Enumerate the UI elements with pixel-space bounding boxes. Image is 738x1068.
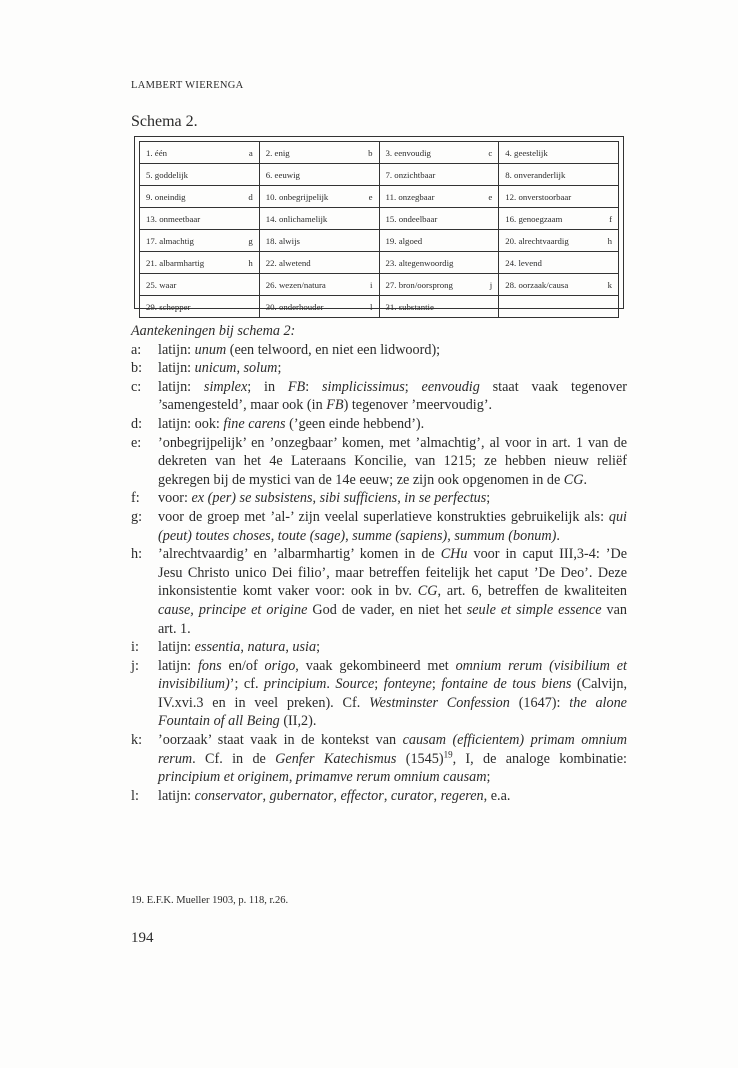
- schema-cell-mark: i: [370, 279, 373, 290]
- note-text: ’onbegrijpelijk’ en ’onzegbaar’ komen, met ’almachtig’, al voor in art. 1 van de dekreten van het 4e Lateraans Koncilie, van 1215; ze hebben nieuw reliëf gekregen bij de mystici van de 14e eeuw; ze zijn ook opgenomen in de CG.: [158, 434, 627, 488]
- note-letter: f:: [131, 490, 140, 507]
- schema-cell: [259, 142, 379, 164]
- note-item: [131, 508, 627, 545]
- note-item: [131, 434, 627, 490]
- schema-cell: [499, 186, 619, 208]
- schema-cell-mark: j: [489, 279, 493, 290]
- schema-cell: [499, 230, 619, 252]
- note-item: [131, 731, 627, 787]
- schema-cell-mark: a: [248, 147, 253, 158]
- schema-cell: [140, 230, 260, 252]
- schema-cell: [379, 230, 499, 252]
- note-letter: j:: [131, 657, 139, 674]
- schema-cell-label: 26. wezen/natura: [265, 279, 326, 290]
- schema-cell-label: 30. onderhouder: [265, 301, 324, 312]
- note-text: latijn: conservator, gubernator, effector, curator, regeren, e.a.: [158, 787, 511, 804]
- note-item: [131, 657, 627, 731]
- schema-cell-label: 1. één: [146, 147, 168, 158]
- note-text: ’alrechtvaardig’ en ’albarmhartig’ komen in de CHu voor in caput III,3-4: ’De Jesu Christo unico Dei filio’, maar betreffen feitelijk het caput ’De Deo’. Deze inkonsistentie komt vaker voor: ook in bv. CG, art. 6, betreffen de kwaliteiten cause, principe et origine God de vader, en niet het seule et simple essence van art. 1.: [158, 546, 628, 637]
- schema-row: [140, 186, 619, 208]
- schema-cell-label: 13. onmeetbaar: [146, 213, 201, 224]
- schema-cell-label: 7. onzichtbaar: [385, 169, 436, 180]
- note-item: [131, 545, 627, 638]
- schema-cell: [379, 142, 499, 164]
- schema-table-frame: [134, 136, 624, 312]
- schema-cell-label: 8. onveranderlijk: [505, 169, 566, 180]
- schema-row: [140, 252, 619, 274]
- schema-cell-label: 17. almachtig: [146, 235, 194, 246]
- note-letter: d:: [131, 415, 143, 432]
- schema-cell: [379, 252, 499, 274]
- schema-cell-label: 3. eenvoudig: [385, 147, 431, 158]
- note-text: latijn: simplex; in FB: simplicissimus; eenvoudig staat vaak tegenover ’samengesteld’, maar ook (in FB) tegenover ’meervoudig’.: [158, 378, 627, 414]
- schema-cell-label: 20. alrechtvaardig: [505, 235, 569, 246]
- note-text: latijn: unicum, solum;: [158, 360, 282, 377]
- schema-row: [140, 230, 619, 252]
- notes-section: [131, 322, 627, 805]
- note-item: [131, 359, 627, 378]
- schema-cell: [379, 164, 499, 186]
- schema-cell-label: 12. onverstoorbaar: [505, 191, 572, 202]
- schema-cell: [379, 274, 499, 296]
- schema-cell: [499, 296, 619, 318]
- schema-cell-label: 18. alwijs: [265, 235, 300, 246]
- schema-cell-label: 2. enig: [265, 147, 290, 158]
- schema-cell-mark: c: [488, 147, 493, 158]
- schema-cell: [140, 296, 260, 318]
- schema-cell: [259, 252, 379, 274]
- schema-cell-label: 16. genoegzaam: [505, 213, 563, 224]
- schema-cell: [499, 252, 619, 274]
- schema-cell: [499, 164, 619, 186]
- schema-cell-mark: e: [368, 191, 373, 202]
- schema-cell-label: 24. levend: [505, 257, 542, 268]
- schema-cell: [259, 296, 379, 318]
- note-text: latijn: fons en/of origo, vaak gekombineerd met omnium rerum (visibilium et invisibilium)’; cf. principium. Source; fonteyne; fontaine de tous biens (Calvijn, IV.xvi.3 en in veel preken). Cf. Westminster Confession (1647): the alone Fountain of all Being (II,2).: [158, 657, 627, 730]
- schema-row: [140, 164, 619, 186]
- schema-cell-label: 29. schepper: [146, 301, 191, 312]
- schema-cell: [140, 274, 260, 296]
- schema-row: [140, 296, 619, 318]
- note-item: [131, 378, 627, 415]
- schema-row: [140, 142, 619, 164]
- schema-cell: [140, 208, 260, 230]
- schema-cell: [259, 230, 379, 252]
- schema-cell: [379, 208, 499, 230]
- schema-cell-mark: f: [609, 213, 612, 224]
- running-head: LAMBERT WIERENGA: [131, 80, 244, 91]
- schema-cell: [259, 164, 379, 186]
- schema-cell-label: 27. bron/oorsprong: [385, 279, 453, 290]
- schema-cell-mark: k: [607, 279, 612, 290]
- note-text: voor de groep met ’al-’ zijn veelal superlatieve konstrukties gebruikelijk als: qui (peut) toutes choses, toute (sage), summe (sapiens), summum (bonum).: [158, 508, 627, 544]
- page-number: 194: [131, 930, 154, 946]
- schema-cell: [140, 164, 260, 186]
- note-letter: c:: [131, 378, 142, 395]
- schema-cell-mark: h: [607, 235, 612, 246]
- schema-cell-label: 11. onzegbaar: [385, 191, 435, 202]
- schema-cell-label: 19. algoed: [385, 235, 423, 246]
- notes-title: Aantekeningen bij schema 2:: [131, 323, 296, 339]
- schema-table: [139, 141, 619, 318]
- schema-cell: [499, 142, 619, 164]
- schema-cell: [379, 186, 499, 208]
- schema-cell-label: 10. onbegrijpelijk: [265, 191, 329, 202]
- schema-cell-label: 4. geestelijk: [505, 147, 548, 158]
- note-letter: l:: [131, 787, 139, 804]
- schema-title: Schema 2.: [131, 113, 198, 130]
- schema-cell-label: 6. eeuwig: [265, 169, 300, 180]
- note-text: ’oorzaak’ staat vaak in de kontekst van causam (efficientem) primam omnium rerum. Cf. in de Genfer Katechismus $(1545)^{19}$, I, de analoge kombinatie: principium et originem, primamve rerum omnium causam;: [158, 732, 627, 786]
- schema-cell-label: 31. substantie: [385, 301, 434, 312]
- schema-cell-label: 22. alwetend: [265, 257, 311, 268]
- note-letter: e:: [131, 434, 142, 451]
- schema-cell: [259, 274, 379, 296]
- schema-cell: [379, 296, 499, 318]
- note-letter: k:: [131, 732, 143, 749]
- note-item: [131, 341, 627, 360]
- schema-cell: [499, 274, 619, 296]
- note-item: [131, 638, 627, 657]
- schema-cell-label: 5. goddelijk: [146, 169, 189, 180]
- note-letter: i:: [131, 639, 139, 656]
- schema-cell-mark: b: [368, 147, 373, 158]
- schema-cell: [140, 142, 260, 164]
- schema-cell-mark: d: [248, 191, 253, 202]
- schema-cell: [140, 252, 260, 274]
- schema-cell-label: 28. oorzaak/causa: [505, 279, 569, 290]
- schema-row: [140, 208, 619, 230]
- note-item: [131, 489, 627, 508]
- schema-cell-mark: l: [370, 301, 373, 312]
- schema-cell-mark: h: [248, 257, 253, 268]
- schema-cell-label: 14. onlichamelijk: [265, 213, 328, 224]
- schema-row: [140, 274, 619, 296]
- note-letter: a:: [131, 341, 142, 358]
- note-letter: h:: [131, 546, 143, 563]
- note-letter: g:: [131, 508, 143, 525]
- schema-cell-label: 25. waar: [146, 279, 177, 290]
- note-text: latijn: essentia, natura, usia;: [158, 639, 321, 656]
- schema-cell-label: 9. oneindig: [146, 191, 186, 202]
- note-text: latijn: unum (een telwoord, en niet een lidwoord);: [158, 341, 441, 358]
- schema-cell-label: 23. altegenwoordig: [385, 257, 454, 268]
- schema-cell-label: 15. ondeelbaar: [385, 213, 438, 224]
- note-item: [131, 415, 627, 434]
- note-item: [131, 787, 627, 806]
- schema-cell: [259, 208, 379, 230]
- notes-list: [131, 341, 627, 806]
- schema-cell: [259, 186, 379, 208]
- note-letter: b:: [131, 360, 143, 377]
- schema-cell: [499, 208, 619, 230]
- schema-cell-label: 21. albarmhartig: [146, 257, 205, 268]
- schema-cell-mark: e: [488, 191, 493, 202]
- footnote: 19. E.F.K. Mueller 1903, p. 118, r.26.: [131, 895, 289, 906]
- note-text: voor: ex (per) se subsistens, sibi sufficiens, in se perfectus;: [158, 490, 491, 507]
- schema-cell: [140, 186, 260, 208]
- note-text: latijn: ook: fine carens (’geen einde hebbend’).: [158, 415, 425, 432]
- schema-cell-mark: g: [248, 235, 253, 246]
